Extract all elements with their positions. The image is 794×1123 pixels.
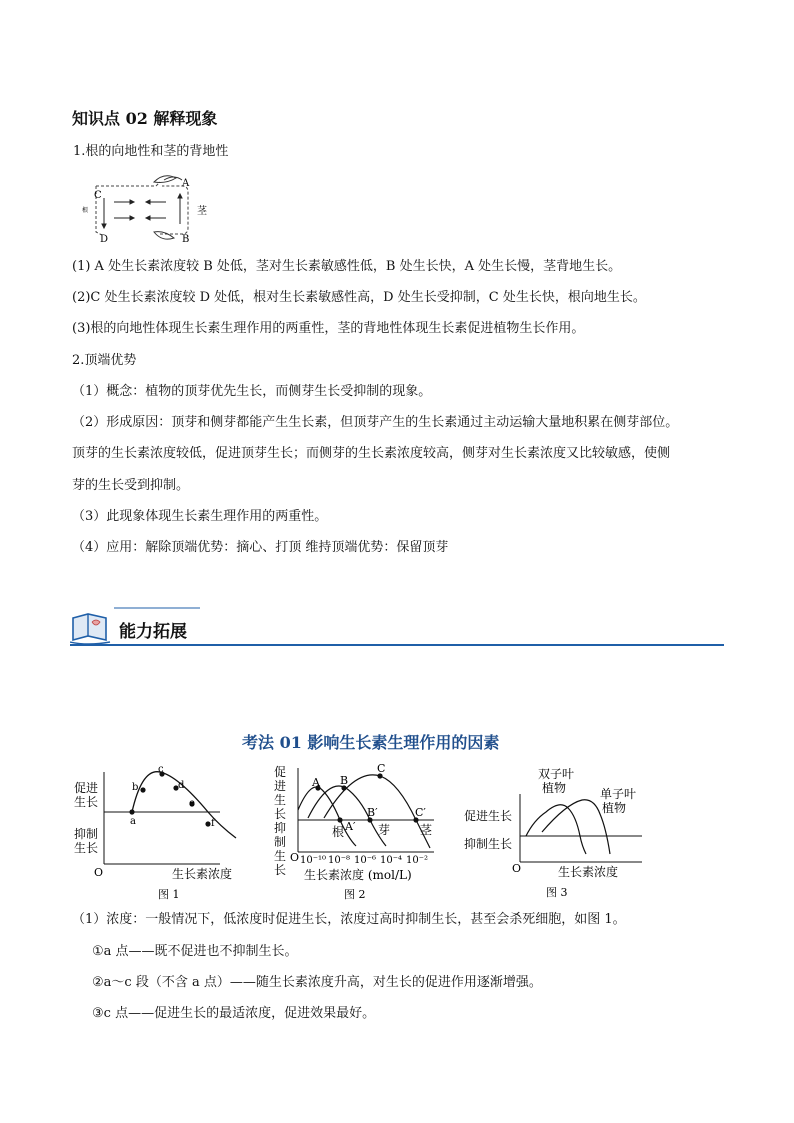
diagram-label-a: A: [182, 178, 190, 189]
fig2-y-8: 长: [274, 863, 287, 877]
fig1-x-label: 生长素浓度: [172, 867, 233, 881]
item-2-2-cont: 顶芽的生长素浓度较低，促进顶芽生长；而侧芽的生长素浓度较高，侧芽对生长素浓度又比较敏感，使侧: [72, 446, 671, 461]
fig3-dicot: 双子叶: [538, 767, 575, 781]
item-1-1: (1) A 处生长素浓度较 B 处低，茎对生长素敏感性低，B 处生长快，A 处生长慢，茎背地生长。: [72, 259, 622, 274]
fig1-point-e: e: [189, 798, 195, 809]
fig2-cross-c: C′: [415, 806, 426, 819]
diagram-label-d: D: [100, 234, 109, 244]
fig2-cross-a: A′: [345, 820, 356, 833]
concentration-point-2: ②a～c 段（不含 a 点）——随生长素浓度升高，对生长的促进作用逐渐增强。: [92, 975, 542, 990]
fig2-organ-root: 根: [332, 825, 345, 839]
fig2-tick-4: 10⁻⁴: [380, 855, 403, 866]
diagram-label-root: 根: [82, 207, 89, 214]
fig3-monocot2: 植物: [602, 801, 627, 815]
fig2-y-5: 抑: [274, 821, 287, 835]
diagram-label-c: C: [94, 190, 102, 201]
diagram-label-stem: 茎: [197, 206, 207, 217]
fig2-organ-stem: 茎: [420, 823, 433, 837]
fig3-x-label: 生长素浓度: [558, 865, 619, 879]
fig2-peak-a: A: [312, 776, 320, 789]
fig2-x-label: 生长素浓度 (mol/L): [304, 868, 412, 882]
section-title: 能力拓展: [119, 622, 187, 642]
fig1-caption: 图 1: [158, 888, 180, 901]
figure-3: [462, 764, 662, 904]
fig2-y-3: 生: [274, 793, 287, 807]
fig2-y-2: 进: [274, 779, 287, 793]
fig2-peak-c: C: [377, 762, 386, 775]
fig1-y-top2: 生长: [74, 795, 99, 809]
fig3-y-bot: 抑制生长: [464, 837, 513, 851]
subheading-gravitropism: 1.根的向地性和茎的背地性: [73, 144, 229, 159]
book-icon: [70, 614, 110, 644]
fig3-y-top: 促进生长: [464, 809, 513, 823]
diagram-label-b: B: [182, 234, 190, 244]
concentration-intro: （1）浓度：一般情况下，低浓度时促进生长，浓度过高时抑制生长，甚至会杀死细胞，如图 1。: [72, 912, 626, 927]
item-2-3: （3）此现象体现生长素生理作用的两重性。: [72, 509, 328, 524]
fig2-origin: O: [290, 851, 300, 864]
fig1-y-bot2: 生长: [74, 841, 99, 855]
fig1-point-f: f: [211, 818, 215, 829]
fig2-tick-2: 10⁻⁸: [328, 855, 351, 866]
fig2-peak-b: B: [340, 774, 349, 787]
method-title: 考法 01 影响生长素生理作用的因素: [242, 733, 500, 752]
item-2-2: （2）形成原因：顶芽和侧芽都能产生生长素，但顶芽产生的生长素通过主动运输大量地积累在侧芽部位。: [72, 415, 679, 430]
item-2-1: （1）概念：植物的顶芽优先生长，而侧芽生长受抑制的现象。: [72, 384, 432, 399]
concentration-point-1: ①a 点——既不促进也不抑制生长。: [92, 944, 298, 959]
fig2-y-4: 长: [274, 807, 287, 821]
fig2-y-7: 生: [274, 849, 287, 863]
item-1-2: (2)C 处生长素浓度较 D 处低，根对生长素敏感性高，D 处生长受抑制，C 处生长快，根向地生长。: [72, 290, 646, 305]
figure-2: [268, 762, 448, 904]
figure-1: [70, 764, 250, 904]
fig2-caption: 图 2: [344, 888, 366, 901]
fig2-tick-3: 10⁻⁶: [354, 855, 377, 866]
fig2-y-1: 促: [274, 765, 287, 779]
fig3-caption: 图 3: [546, 886, 568, 899]
fig1-point-a: a: [130, 816, 136, 827]
knowledge-point-heading: 知识点 02 解释现象: [72, 109, 218, 128]
subheading-apical-dominance: 2.顶端优势: [72, 353, 137, 368]
fig2-y-6: 制: [274, 835, 287, 849]
fig3-monocot: 单子叶: [600, 787, 637, 801]
item-2-4: （4）应用：解除顶端优势：摘心、打顶 维持顶端优势：保留顶芽: [72, 540, 449, 555]
fig1-origin: O: [94, 866, 104, 879]
fig2-tick-5: 10⁻²: [406, 855, 429, 866]
item-1-3: (3)根的向地性体现生长素生理作用的两重性，茎的背地性体现生长素促进植物生长作用。: [72, 321, 585, 336]
fig2-organ-bud: 芽: [378, 823, 391, 837]
fig1-point-b: b: [132, 782, 139, 793]
item-2-2-cont2: 芽的生长受到抑制。: [72, 478, 190, 493]
fig3-origin: O: [512, 862, 522, 875]
fig3-dicot2: 植物: [542, 781, 567, 795]
fig1-y-top: 促进: [74, 781, 99, 795]
fig1-y-bot: 抑制: [74, 827, 99, 841]
fig2-tick-1: 10⁻¹⁰: [300, 855, 327, 866]
gravitropism-diagram: [82, 172, 212, 244]
fig1-point-c: c: [158, 764, 164, 775]
fig1-point-d: d: [178, 780, 185, 791]
fig2-cross-b: B′: [367, 806, 378, 819]
concentration-point-3: ③c 点——促进生长的最适浓度，促进效果最好。: [92, 1006, 376, 1021]
